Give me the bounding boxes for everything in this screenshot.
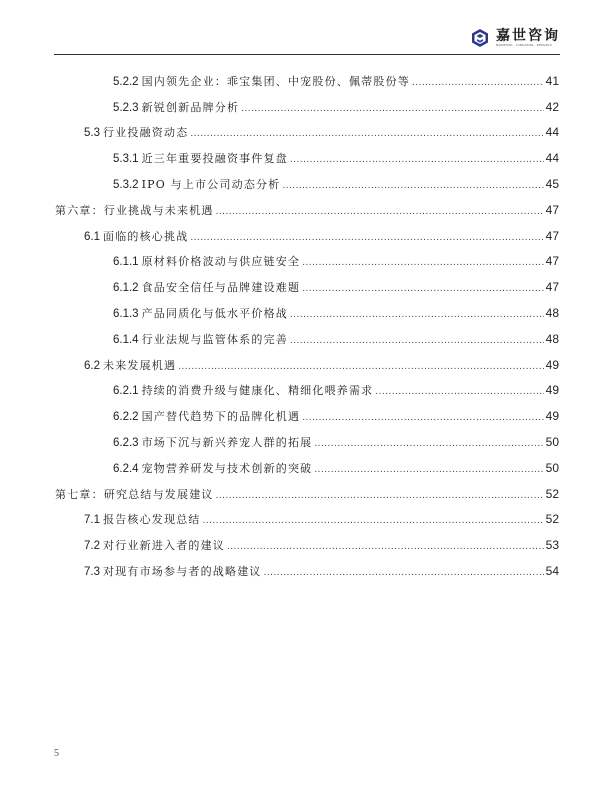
toc-entry-title: 持续的消费升级与健康化、精细化喂养需求 bbox=[141, 384, 374, 398]
toc-entry-number: 5.2.3 bbox=[113, 101, 139, 114]
toc-entry-page: 44 bbox=[545, 151, 559, 166]
toc-entry-number: 7.2 bbox=[84, 540, 100, 553]
toc-entry-page: 44 bbox=[545, 125, 559, 140]
toc-dot-leader bbox=[190, 232, 543, 243]
toc-entry-page: 48 bbox=[545, 331, 559, 346]
toc-entry-number: 6.2.4 bbox=[113, 462, 139, 475]
toc-entry-number: 6.2 bbox=[84, 359, 100, 372]
toc-entry-title: 行业投融资动态 bbox=[103, 126, 189, 140]
toc-entry-page: 47 bbox=[545, 202, 559, 217]
toc-entry-number: 5.3.2 bbox=[113, 179, 139, 192]
toc-dot-leader bbox=[302, 412, 543, 423]
toc-entry-number: 6.2.2 bbox=[113, 411, 139, 424]
toc-entry-page: 47 bbox=[545, 280, 559, 295]
toc-entry-page: 47 bbox=[545, 228, 559, 243]
toc-entry[interactable] bbox=[0, 558, 612, 584]
toc-entry-title: 近三年重要投融资事件复盘 bbox=[141, 152, 288, 166]
toc-entry-title: 原材料价格波动与供应链安全 bbox=[141, 255, 301, 269]
toc-dot-leader bbox=[314, 464, 543, 475]
toc-entry-number: 5.3 bbox=[84, 127, 100, 140]
toc-entry[interactable] bbox=[0, 352, 612, 378]
toc-entry-number: 6.1 bbox=[84, 230, 100, 243]
toc-dot-leader bbox=[290, 154, 544, 165]
toc-entry-number: 7.3 bbox=[84, 566, 100, 579]
toc-entry-page: 52 bbox=[545, 486, 559, 501]
toc-dot-leader bbox=[314, 438, 543, 449]
toc-entry-title: 第六章：行业挑战与未来机遇 bbox=[55, 203, 214, 217]
toc-dot-leader bbox=[227, 541, 544, 552]
toc-entry-title: 行业法规与监管体系的完善 bbox=[141, 332, 288, 346]
toc-entry-title: 对行业新进入者的建议 bbox=[103, 539, 225, 553]
toc-entry-page: 50 bbox=[545, 460, 559, 475]
toc-entry-title: 第七章：研究总结与发展建议 bbox=[55, 487, 214, 501]
toc-entry-number: 6.2.3 bbox=[113, 437, 139, 450]
toc-entry-page: 52 bbox=[545, 512, 559, 527]
toc-entry[interactable] bbox=[0, 378, 612, 404]
toc-entry-chapter[interactable] bbox=[0, 197, 612, 223]
toc-entry-page: 54 bbox=[545, 564, 559, 579]
logo-mark-icon bbox=[470, 28, 490, 48]
toc-entry-number: 7.1 bbox=[84, 514, 100, 527]
header-divider bbox=[54, 54, 560, 55]
toc-entry[interactable] bbox=[0, 326, 612, 352]
toc-entry-page: 53 bbox=[545, 538, 559, 553]
toc-dot-leader bbox=[290, 309, 544, 320]
toc-entry[interactable] bbox=[0, 429, 612, 455]
toc-entry[interactable] bbox=[0, 68, 612, 94]
toc-entry[interactable] bbox=[0, 300, 612, 326]
toc-entry[interactable] bbox=[0, 223, 612, 249]
toc-entry-title: 面临的核心挑战 bbox=[103, 229, 189, 243]
toc-entry-title: 国产替代趋势下的品牌化机遇 bbox=[141, 410, 301, 424]
toc-entry-page: 49 bbox=[545, 383, 559, 398]
toc-entry[interactable] bbox=[0, 532, 612, 558]
logo-name: 嘉世咨询 bbox=[496, 27, 560, 44]
toc-entry-title: 产品同质化与低水平价格战 bbox=[141, 307, 288, 321]
toc-entry-page: 47 bbox=[545, 254, 559, 269]
toc-entry-number: 5.2.2 bbox=[113, 75, 139, 88]
toc-entry-title: 新锐创新品牌分析 bbox=[141, 100, 240, 114]
toc-entry-page: 45 bbox=[545, 177, 559, 192]
footer-page-number: 5 bbox=[54, 748, 59, 759]
toc-entry[interactable] bbox=[0, 145, 612, 171]
toc-entry-title: 食品安全信任与品牌建设难题 bbox=[141, 281, 301, 295]
company-logo bbox=[470, 26, 560, 50]
toc-entry[interactable] bbox=[0, 455, 612, 481]
toc-dot-leader bbox=[412, 77, 544, 88]
toc-entry-title: 报告核心发现总结 bbox=[103, 513, 201, 527]
toc-entry[interactable] bbox=[0, 507, 612, 533]
toc-entry-page: 50 bbox=[545, 435, 559, 450]
toc-dot-leader bbox=[178, 361, 543, 372]
page-header bbox=[0, 0, 612, 56]
toc-entry-number: 6.1.3 bbox=[113, 308, 139, 321]
toc-entry[interactable] bbox=[0, 403, 612, 429]
toc-entry-page: 48 bbox=[545, 306, 559, 321]
toc-dot-leader bbox=[290, 335, 544, 346]
toc-entry[interactable] bbox=[0, 120, 612, 146]
toc-dot-leader bbox=[190, 128, 543, 139]
toc-entry-title: 未来发展机遇 bbox=[103, 358, 177, 372]
toc-entry-page: 42 bbox=[545, 99, 559, 114]
toc-dot-leader bbox=[216, 206, 544, 217]
toc-entry-title: 市场下沉与新兴养宠人群的拓展 bbox=[141, 436, 313, 450]
toc-entry-number: 6.1.2 bbox=[113, 282, 139, 295]
toc-dot-leader bbox=[375, 386, 543, 397]
toc-entry-chapter[interactable] bbox=[0, 481, 612, 507]
toc-entry-page: 49 bbox=[545, 357, 559, 372]
toc-entry-title: 宠物营养研发与技术创新的突破 bbox=[141, 461, 313, 475]
toc-dot-leader bbox=[264, 567, 544, 578]
toc-entry-number: 6.1.1 bbox=[113, 256, 139, 269]
toc-entry-number: 6.1.4 bbox=[113, 333, 139, 346]
toc-dot-leader bbox=[241, 103, 543, 114]
toc-entry-page: 41 bbox=[545, 73, 559, 88]
toc-entry-number: 6.2.1 bbox=[113, 385, 139, 398]
toc-dot-leader bbox=[282, 180, 543, 191]
toc-dot-leader bbox=[203, 515, 544, 526]
toc-entry-title: IPO 与上市公司动态分析 bbox=[141, 178, 281, 192]
toc-entry-page: 49 bbox=[545, 409, 559, 424]
toc-dot-leader bbox=[216, 490, 544, 501]
toc-entry[interactable] bbox=[0, 274, 612, 300]
toc-dot-leader bbox=[302, 283, 543, 294]
toc-dot-leader bbox=[302, 257, 543, 268]
toc-entry[interactable] bbox=[0, 249, 612, 275]
logo-subtitle: MARKETING · CONSULTING · RESEARCH bbox=[496, 43, 552, 47]
toc-entry-number: 5.3.1 bbox=[113, 153, 139, 166]
toc-entry[interactable] bbox=[0, 171, 612, 197]
toc-entry-title: 国内领先企业：乖宝集团、中宠股份、佩蒂股份等 bbox=[141, 74, 410, 88]
toc-entry-title: 对现有市场参与者的战略建议 bbox=[103, 565, 262, 579]
toc-entry[interactable] bbox=[0, 94, 612, 120]
table-of-contents bbox=[0, 68, 612, 584]
